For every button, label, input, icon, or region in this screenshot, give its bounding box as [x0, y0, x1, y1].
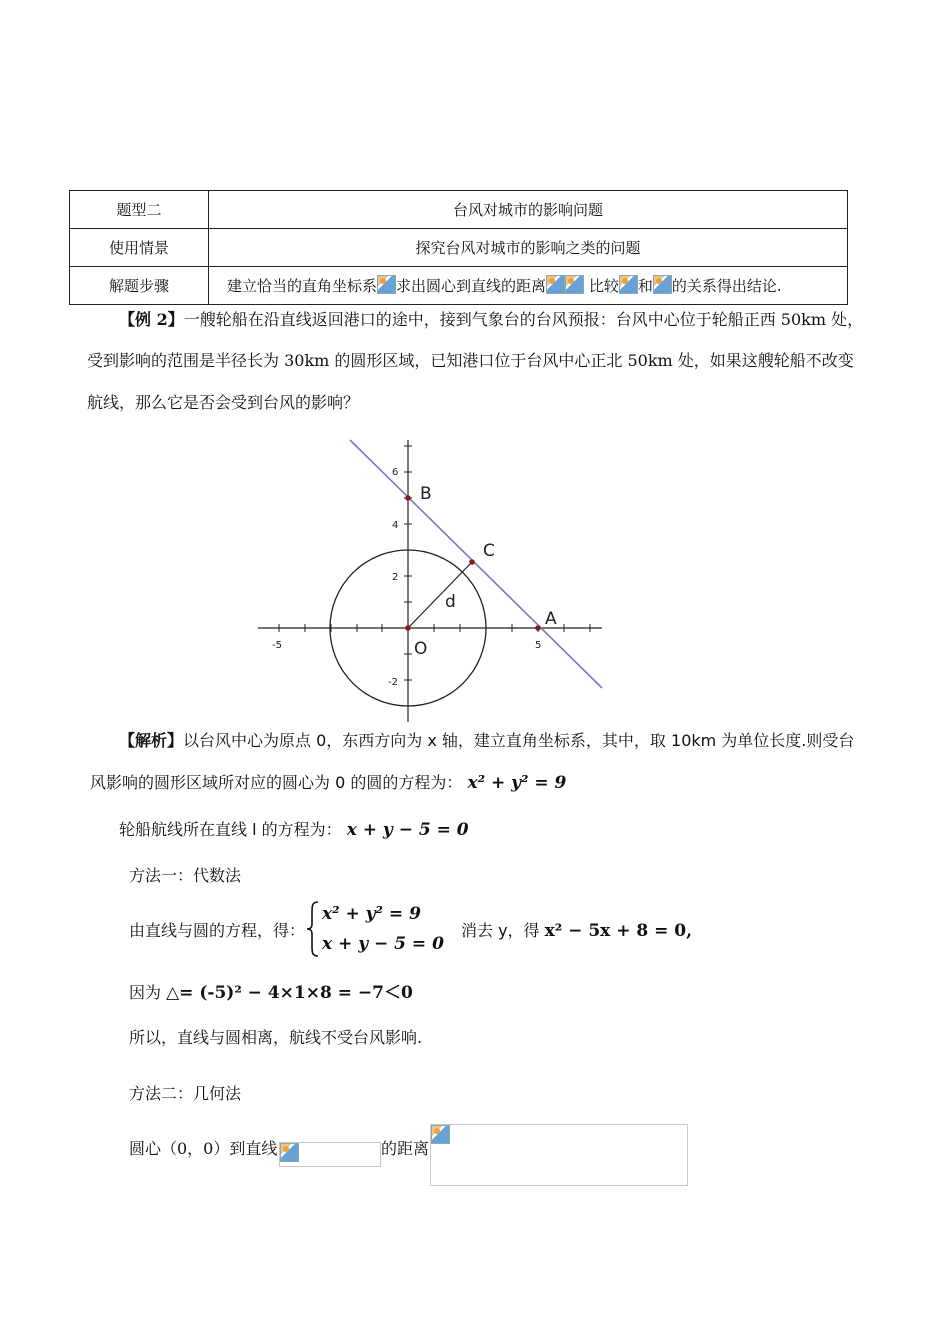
system-equation-1: x² + y² = 9	[322, 904, 421, 924]
example-text: 一艘轮船在沿直线返回港口的途中，接到气象台的台风预报：台风中心位于轮船正西 50km 处，	[183, 310, 864, 329]
table-row	[70, 267, 848, 305]
broken-image-icon	[619, 275, 638, 294]
table-row	[70, 191, 848, 229]
delta-line	[129, 985, 413, 1002]
point-b	[405, 495, 411, 501]
broken-image-icon	[377, 275, 396, 294]
step-text: 和	[637, 277, 653, 295]
solution-line-3	[119, 822, 469, 839]
tick-label-y4: 4	[392, 520, 399, 531]
tick-label-y2: 2	[392, 572, 399, 583]
point-c	[469, 559, 475, 565]
eliminate-label: 消去 y，得	[461, 921, 540, 940]
label-b: B	[420, 484, 432, 504]
broken-image-icon	[565, 275, 584, 294]
line-formula-image	[279, 1142, 381, 1167]
step-text: 的关系得出结论.	[671, 277, 782, 295]
tick-label-y6: 6	[392, 467, 399, 478]
tick-label-xneg5: -5	[272, 640, 282, 651]
step-text: 建立恰当的直角坐标系	[227, 277, 378, 295]
tick-label-x5: 5	[535, 640, 542, 651]
point-a	[535, 625, 541, 631]
solution-line-1	[119, 733, 854, 749]
example-line-3: 航线，那么它是否会受到台风的影响？	[87, 393, 360, 412]
label-d: d	[445, 592, 456, 612]
label-o: O	[414, 639, 428, 659]
method-two-text: 圆心（0，0）到直线	[129, 1139, 278, 1158]
step-text: 求出圆心到直线的距离	[396, 277, 547, 295]
table-row	[70, 229, 848, 267]
table-cell-label: 使用情景	[70, 229, 209, 267]
circle-equation: x² + y² = 9	[467, 773, 567, 793]
broken-image-icon	[546, 275, 565, 294]
eliminate-text	[461, 923, 692, 940]
table-cell-steps	[209, 267, 848, 305]
method-two-text: 的距离	[381, 1139, 430, 1158]
step-text: 比较	[588, 277, 619, 295]
broken-image-icon	[280, 1143, 299, 1162]
brace-symbol	[306, 900, 320, 958]
method-two-heading: 方法二：几何法	[129, 1084, 242, 1103]
solution-line-2	[90, 775, 566, 792]
method-one-text: 由直线与圆的方程，得：	[129, 921, 306, 940]
solution-tag: 【解析】	[119, 731, 184, 750]
example-line-2: 受到影响的范围是半径长为 30km 的圆形区域，已知港口位于台风中心正北 50km 处，如果这艘轮船不改变	[87, 351, 854, 370]
distance-segment	[408, 562, 472, 628]
table-cell-label: 解题步骤	[70, 267, 209, 305]
label-c: C	[483, 541, 495, 561]
line-equation: x + y − 5 = 0	[346, 820, 469, 840]
table-cell-content: 探究台风对城市的影响之类的问题	[209, 229, 848, 267]
broken-image-icon	[431, 1125, 450, 1144]
quadratic-equation: x² − 5x + 8 = 0,	[544, 921, 693, 941]
delta-equation: △= (-5)² − 4×1×8 = −7＜0	[166, 983, 413, 1003]
coordinate-figure	[250, 430, 610, 730]
route-line	[350, 440, 602, 688]
example-tag: 【例 2】	[119, 310, 184, 329]
because-label: 因为	[129, 983, 162, 1002]
example-line-1	[119, 312, 863, 328]
distance-formula-image	[430, 1124, 688, 1186]
table-cell-label: 题型二	[70, 191, 209, 229]
method-one-heading: 方法一：代数法	[129, 866, 242, 885]
system-equation-2: x + y − 5 = 0	[322, 934, 444, 954]
table-cell-content: 台风对城市的影响问题	[209, 191, 848, 229]
label-a: A	[545, 609, 557, 629]
info-table	[69, 190, 848, 305]
broken-image-icon	[653, 275, 672, 294]
solution-text: 以台风中心为原点 0，东西方向为 x 轴，建立直角坐标系，其中，取 10km 为单位长度.则受台	[183, 731, 855, 750]
solution-text: 风影响的圆形区域所对应的圆心为 0 的圆的方程为：	[90, 773, 463, 792]
tick-label-yneg2: -2	[388, 677, 398, 688]
solution-text: 轮船航线所在直线 l 的方程为：	[119, 820, 342, 839]
point-o	[405, 625, 411, 631]
conclusion-text: 所以，直线与圆相离，航线不受台风影响.	[129, 1028, 423, 1047]
